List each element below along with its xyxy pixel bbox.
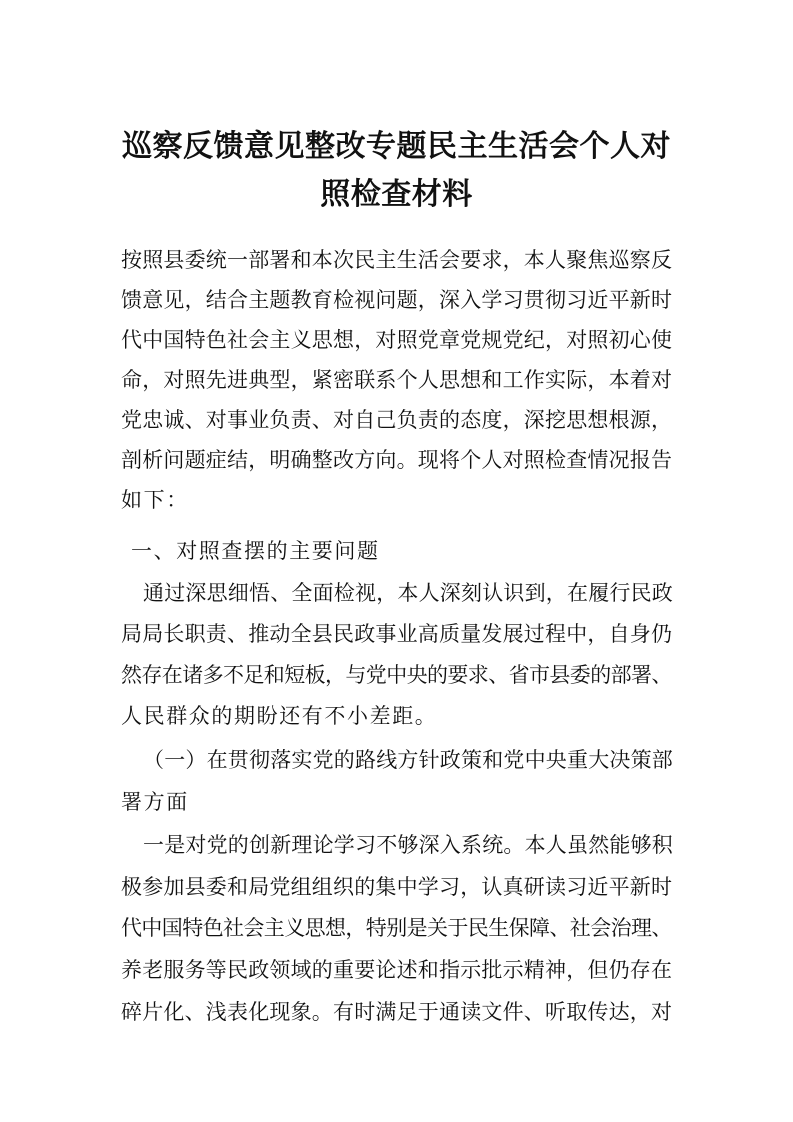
document-title-line-2: 照检查材料	[320, 177, 473, 212]
section-heading: 一、对照查摆的主要问题	[131, 539, 380, 563]
body-line: 碎片化、浅表化现象。有时满足于通读文件、听取传达，对	[121, 1000, 673, 1024]
body-line: 养老服务等民政领域的重要论述和指示批示精神，但仍存在	[121, 958, 673, 982]
body-line: 剖析问题症结，明确整改方向。现将个人对照检查情况报告	[121, 448, 673, 472]
body-line: 一是对党的创新理论学习不够深入系统。本人虽然能够积	[143, 833, 673, 857]
body-line: 极参加县委和局党组组织的集中学习，认真研读习近平新时	[121, 875, 673, 899]
subsection-heading: （一）在贯彻落实党的路线方针政策和党中央重大决策部	[143, 748, 673, 772]
body-line: 然存在诸多不足和短板，与党中央的要求、省市县委的部署、	[121, 663, 672, 687]
body-line: 人民群众的期盼还有不小差距。	[121, 704, 438, 728]
body-line: 命，对照先进典型，紧密联系个人思想和工作实际，本着对	[121, 368, 673, 392]
body-line: 局局长职责、推动全县民政事业高质量发展过程中，自身仍	[121, 622, 673, 646]
body-line: 馈意见，结合主题教育检视问题，深入学习贯彻习近平新时	[121, 288, 673, 312]
body-line: 按照县委统一部署和本次民主生活会要求，本人聚焦巡察反	[121, 248, 673, 272]
body-line: 党忠诚、对事业负责、对自己负责的态度，深挖思想根源，	[121, 408, 673, 432]
body-line: 代中国特色社会主义思想，特别是关于民生保障、社会治理、	[121, 916, 672, 940]
body-line: 代中国特色社会主义思想，对照党章党规党纪，对照初心使	[121, 328, 673, 352]
body-line: 通过深思细悟、全面检视，本人深刻认识到，在履行民政	[143, 581, 673, 605]
document-title-line-1: 巡察反馈意见整改专题民主生活会个人对	[122, 129, 671, 164]
subsection-heading-continued: 署方面	[121, 790, 189, 814]
body-line: 如下：	[121, 488, 189, 512]
